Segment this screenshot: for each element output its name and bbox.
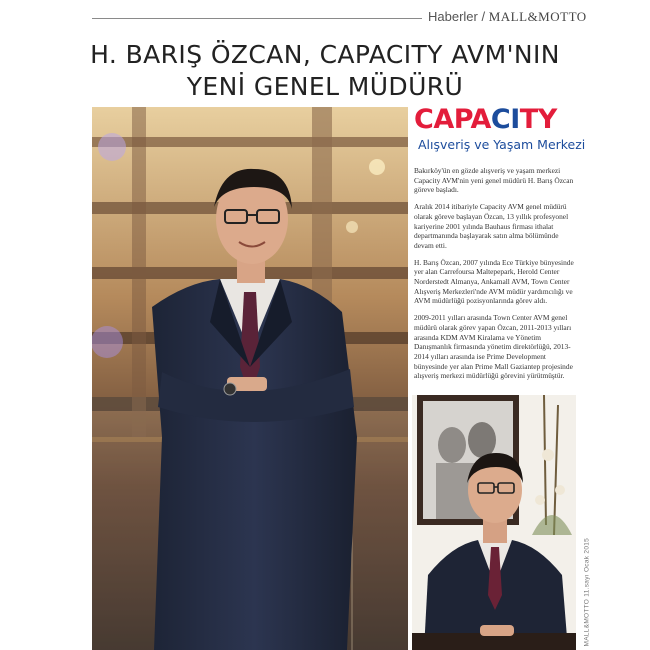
capacity-logo xyxy=(414,104,586,158)
logo-tagline: Alışveriş ve Yaşam Merkezi xyxy=(418,137,586,152)
article-body xyxy=(414,166,576,388)
portrait-illustration xyxy=(92,107,408,650)
logo-wordmark xyxy=(414,104,557,135)
headline-line-1: H. BARIŞ ÖZCAN, CAPACITY AVM'NIN xyxy=(90,40,560,69)
article-paragraph: Aralık 2014 itibariyle Capacity AVM genel müdürü olarak göreve başlayan Özcan, 13 yıllık profesyonel kariyerine 2001 yılında Bauhaus firması ithalat departmanında başlayarak satın alma bölümünde devam etti. xyxy=(414,202,569,250)
header-rule xyxy=(92,18,422,19)
section-header xyxy=(428,9,587,25)
main-photo xyxy=(92,107,408,650)
office-illustration xyxy=(412,395,576,650)
office-photo xyxy=(412,395,576,650)
article-paragraph: 2009-2011 yılları arasında Town Center AVM genel müdürü olarak görev yapan Özcan, 2011-2013 yılları arasında KDM AVM Kiralama ve Yönetim Danışmanlık firmasında yönetim direktörlüğü, 2013-2014 yılları arasında ise Prime Development bünyesinde yer alan Prime Mall Gaziantep projesinde alışveriş merkezi müdürlüğü görevini yürütmüştür. xyxy=(414,313,573,381)
issue-info: MALL&MOTTO 11.sayı Ocak 2015 xyxy=(583,537,591,647)
headline-line-2: YENİ GENEL MÜDÜRÜ xyxy=(186,72,464,101)
section-label: Haberler xyxy=(428,9,478,24)
logo-word-part-2: CI xyxy=(490,104,520,135)
article-paragraph: H. Barış Özcan, 2007 yılında Ece Türkiye bünyesinde yer alan Carrefoursa Maltepepark, Herold Center Norderstedt Almanya, Ankamall AVM, Town Center Alışveriş Merkezleri'nde AVM müdür yardımcılığı ve AVM müdürlüğü pozisyonlarında görev aldı. xyxy=(414,257,574,306)
logo-word-part-1: CAPA xyxy=(414,104,491,135)
article-paragraph: Bakırköy'ün en gözde alışveriş ve yaşam merkezi Capacity AVM'nin yeni genel müdürü H. Barış Özcan göreve başladı. xyxy=(414,166,574,195)
magazine-name: MALL&MOTTO xyxy=(488,9,587,24)
header-separator: / xyxy=(481,9,486,24)
page-edge-label xyxy=(582,537,592,648)
logo-word-part-3: TY xyxy=(519,104,557,135)
